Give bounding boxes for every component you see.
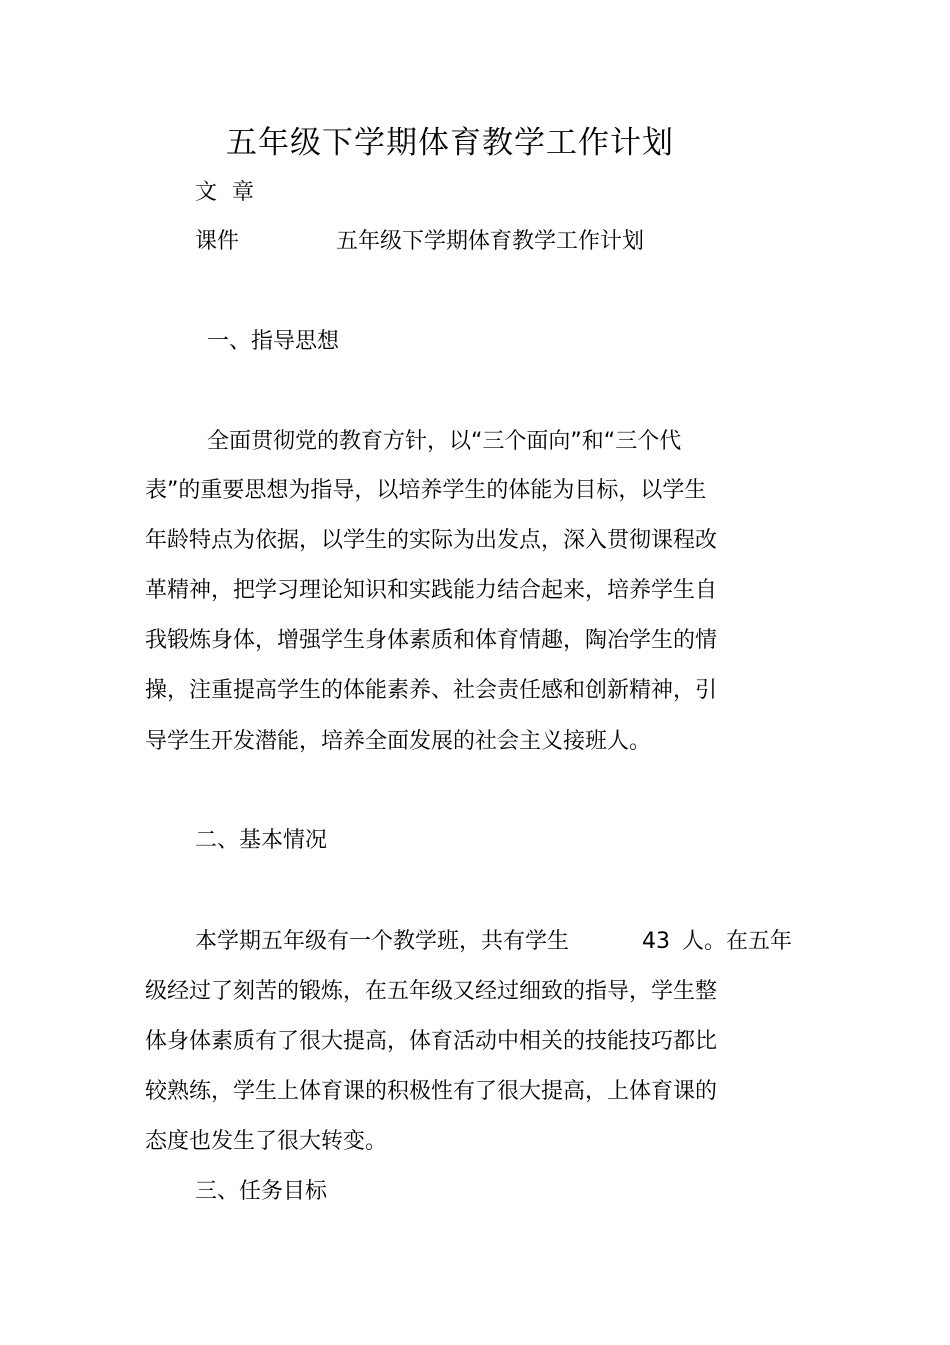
paragraph-line: 级经过了刻苦的锻炼，在五年级又经过细致的指导，学生整 (145, 979, 718, 1004)
section-heading-basic-situation: 二、基本情况 (195, 828, 328, 853)
paragraph-line: 革精神，把学习理论知识和实践能力结合起来，培养学生自 (145, 578, 718, 603)
paragraph-line: 操，注重提高学生的体能素养、社会责任感和创新精神，引 (145, 678, 718, 703)
section-heading-task-goals: 三、任务目标 (195, 1179, 328, 1204)
document-title: 五年级下学期体育教学工作计划 (226, 125, 674, 161)
paragraph-line: 态度也发生了很大转变。 (145, 1129, 388, 1154)
section-heading-guiding-thought: 一、指导思想 (207, 329, 340, 354)
paragraph-line: 导学生开发潜能，培养全面发展的社会主义接班人。 (145, 729, 652, 754)
paragraph-line: 我锻炼身体，增强学生身体素质和体育情趣，陶冶学生的情 (145, 628, 718, 653)
paragraph-line-suffix: 人。在五年 (682, 929, 793, 954)
meta-subtitle: 五年级下学期体育教学工作计划 (336, 229, 645, 254)
meta-category-1: 文 章 (195, 180, 258, 205)
paragraph-line: 全面贯彻党的教育方针，以“三个面向”和“三个代 (207, 429, 682, 454)
paragraph-line-prefix: 本学期五年级有一个教学班，共有学生 (195, 929, 570, 954)
paragraph-line: 较熟练，学生上体育课的积极性有了很大提高，上体育课的 (145, 1079, 718, 1104)
paragraph-line: 体身体素质有了很大提高，体育活动中相关的技能技巧都比 (145, 1029, 718, 1054)
student-count: 43 (642, 929, 670, 954)
meta-category-2: 课件 (195, 229, 240, 254)
paragraph-line: 年龄特点为依据，以学生的实际为出发点，深入贯彻课程改 (145, 528, 718, 553)
paragraph-line: 表”的重要思想为指导，以培养学生的体能为目标，以学生 (145, 478, 707, 503)
